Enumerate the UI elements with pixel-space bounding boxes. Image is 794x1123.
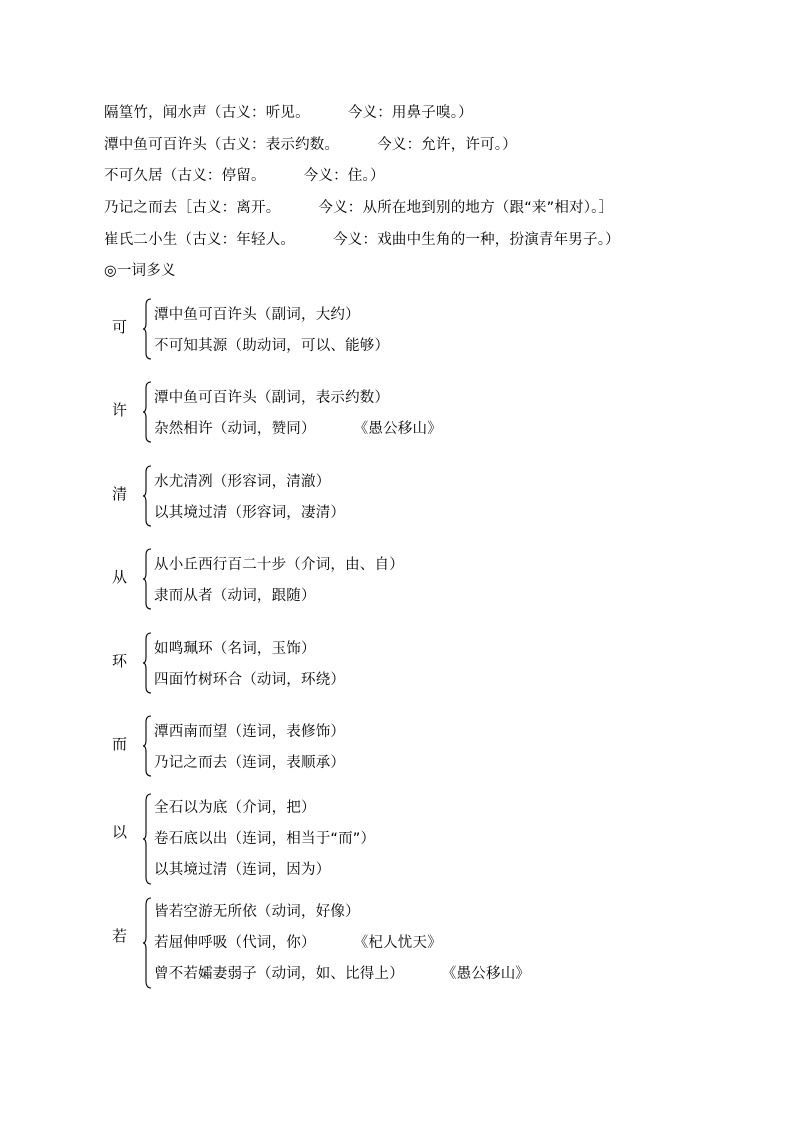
polysemy-group-huan — [108, 632, 728, 694]
polysemy-item — [154, 962, 530, 983]
brace-icon — [142, 793, 152, 885]
gujin-ancient: 崔氏二小生（古义：年轻人。 — [104, 232, 296, 248]
polysemy-group-er — [108, 715, 728, 777]
source-title: 《杞人忧天》 — [353, 935, 442, 951]
gujin-line-3 — [104, 164, 385, 185]
polysemy-item: 潭中鱼可百许头（副词，表示约数） — [154, 390, 390, 406]
polysemy-char: 而 — [112, 735, 128, 753]
polysemy-group-ke — [108, 298, 728, 360]
polysemy-char: 环 — [112, 652, 128, 670]
gujin-modern: 今义：从所在地到别的地方（跟“来”相对）。］ — [318, 200, 614, 216]
polysemy-group-yi — [108, 793, 728, 885]
gujin-ancient: 不可久居（古义：停留。 — [104, 168, 266, 184]
gujin-modern: 今义：用鼻子嗅。） — [347, 105, 473, 121]
brace-icon — [142, 298, 152, 360]
gujin-ancient: 乃记之而去［古义：离开。 — [104, 200, 281, 216]
gujin-modern: 今义：住。） — [303, 168, 385, 184]
gujin-ancient: 隔篁竹，闻水声（古义：听见。 — [104, 105, 310, 121]
polysemy-char: 从 — [112, 568, 128, 586]
gujin-line-4 — [104, 196, 613, 217]
polysemy-item-text: 曾不若孀妻弱子（动词，如、比得上） — [154, 966, 404, 982]
section-title: ◎一词多义 — [104, 263, 176, 279]
gujin-ancient: 潭中鱼可百许头（古义：表示约数。 — [104, 137, 340, 153]
gujin-modern: 今义：戏曲中生角的一种，扮演青年男子。） — [333, 232, 620, 248]
polysemy-item: 乃记之而去（连词，表顺承） — [154, 755, 346, 771]
polysemy-item: 不可知其源（助动词，可以、能够） — [154, 338, 390, 354]
brace-icon — [142, 897, 152, 989]
polysemy-char: 可 — [112, 318, 128, 336]
source-title: 《愚公移山》 — [441, 966, 531, 982]
polysemy-item: 四面竹树环合（动词，环绕） — [154, 672, 346, 688]
polysemy-item: 水尤清冽（形容词，清澈） — [154, 474, 331, 490]
polysemy-item: 以其境过清（连词，因为） — [154, 862, 331, 878]
polysemy-group-qing — [108, 465, 728, 527]
polysemy-item: 隶而从者（动词，跟随） — [154, 588, 316, 604]
polysemy-item: 全石以为底（介词，把） — [154, 800, 316, 816]
polysemy-item: 如鸣珮环（名词，玉饰） — [154, 641, 316, 657]
polysemy-item — [154, 931, 442, 952]
polysemy-item-text: 若屈伸呼吸（代词，你） — [154, 935, 316, 951]
polysemy-group-cong — [108, 548, 728, 610]
polysemy-char: 清 — [112, 485, 128, 503]
polysemy-char: 许 — [112, 401, 128, 419]
brace-icon — [142, 381, 152, 443]
polysemy-item: 以其境过清（形容词，凄清） — [154, 505, 346, 521]
brace-icon — [142, 465, 152, 527]
polysemy-group-xu — [108, 381, 728, 443]
gujin-line-2 — [104, 133, 517, 154]
brace-icon — [142, 548, 152, 610]
gujin-modern: 今义：允许，许可。） — [377, 137, 517, 153]
brace-icon — [142, 715, 152, 777]
polysemy-item: 皆若空游无所依（动词，好像） — [154, 904, 360, 920]
polysemy-group-ruo — [108, 897, 728, 989]
polysemy-char: 以 — [112, 823, 128, 841]
polysemy-item: 潭西南而望（连词，表修饰） — [154, 724, 346, 740]
polysemy-item — [154, 417, 442, 438]
polysemy-item-text: 杂然相许（动词，赞同） — [154, 421, 316, 437]
polysemy-item: 卷石底以出（连词，相当于“而”） — [154, 831, 376, 847]
gujin-line-5 — [104, 228, 620, 249]
source-title: 《愚公移山》 — [353, 421, 442, 437]
gujin-line-1 — [104, 101, 473, 122]
polysemy-char: 若 — [112, 927, 128, 945]
brace-icon — [142, 632, 152, 694]
polysemy-item: 潭中鱼可百许头（副词，大约） — [154, 307, 360, 323]
polysemy-item: 从小丘西行百二十步（介词，由、自） — [154, 557, 404, 573]
